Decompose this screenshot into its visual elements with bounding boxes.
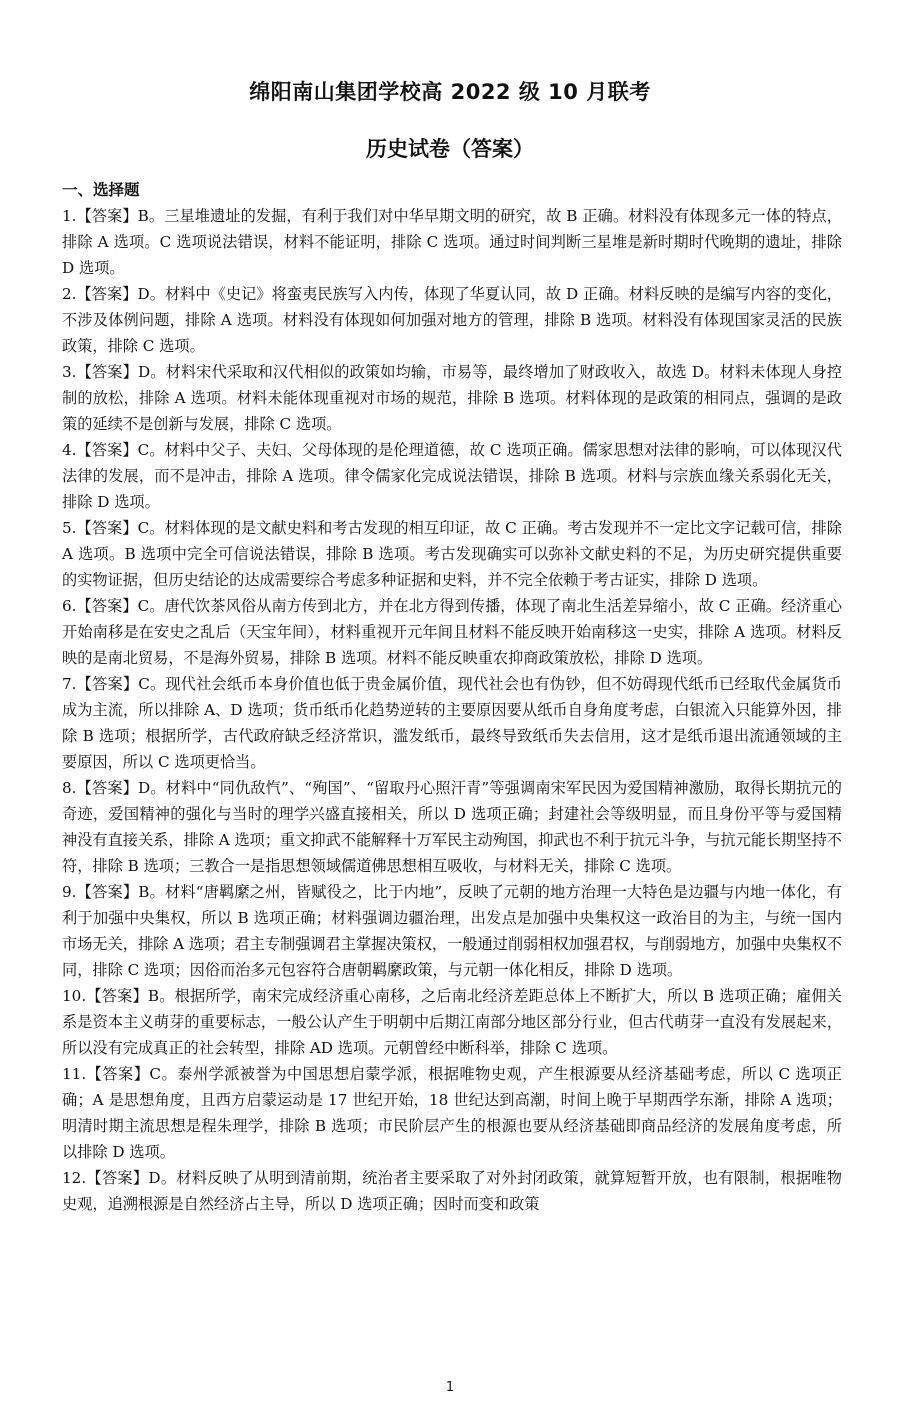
answer-item-1: 1.【答案】B。三星堆遗址的发掘，有利于我们对中华早期文明的研究，故 B 正确。材料没有体现多元一体的特点，排除 A 选项。C 选项说法错误，材料不能证明，排除 C 选项。通过时间判断三星堆是新时期时代晚期的遗址，排除 D 选项。 [62, 207, 842, 277]
answer-item-4: 4.【答案】C。材料中父子、夫妇、父母体现的是伦理道德，故 C 选项正确。儒家思想对法律的影响，可以体现汉代法律的发展，而不是冲击，排除 A 选项。律令儒家化完成说法错误，排除 B 选项。材料与宗族血缘关系弱化无关，排除 D 选项。 [62, 441, 842, 511]
answer-item-9: 9.【答案】B。材料“唐羁縻之州，皆赋役之，比于内地”，反映了元朝的地方治理一大特色是边疆与内地一体化，有利于加强中央集权，所以 B 选项正确；材料强调边疆治理，出发点是加强中央集权这一政治目的为主，与统一国内市场无关，排除 A 选项；君主专制强调君主掌握决策权，一般通过削弱相权加强君权，与削弱地方，加强中央集权不同，排除 C 选项；因俗而治多元包容符合唐朝羁縻政策，与元朝一体化相反，排除 D 选项。 [62, 883, 842, 979]
exam-title: 绵阳南山集团学校高 2022 级 10 月联考 [249, 80, 651, 104]
answer-item-10: 10.【答案】B。根据所学，南宋完成经济重心南移，之后南北经济差距总体上不断扩大，所以 B 选项正确；雇佣关系是资本主义萌芽的重要标志，一般公认产生于明朝中后期江南部分地区部分行业，但古代萌芽一直没有发展起来，所以没有完成真正的社会转型，排除 AD 选项。元朝曾经中断科举，排除 C 选项。 [62, 987, 842, 1057]
answer-item-5: 5.【答案】C。材料体现的是文献史料和考古发现的相互印证，故 C 正确。考古发现并不一定比文字记载可信，排除 A 选项。B 选项中完全可信说法错误，排除 B 选项。考古发现确实可以弥补文献史料的不足，为历史研究提供重要的实物证据，但历史结论的达成需要综合考虑多种证据和史料，并不完全依赖于考古证实，排除 D 选项。 [62, 519, 842, 589]
section-heading: 一、选择题 [62, 181, 140, 199]
exam-subtitle: 历史试卷（答案） [366, 137, 534, 161]
answer-item-2: 2.【答案】D。材料中《史记》将蛮夷民族写入内传，体现了华夏认同，故 D 正确。材料反映的是编写内容的变化，不涉及体例问题，排除 A 选项。材料没有体现如何加强对地方的管理，排除 B 选项。材料没有体现国家灵活的民族政策，排除 C 选项。 [62, 285, 842, 355]
answer-item-11: 11.【答案】C。泰州学派被誉为中国思想启蒙学派，根据唯物史观，产生根源要从经济基础考虑，所以 C 选项正确；A 是思想角度，且西方启蒙运动是 17 世纪开始，18 世纪达到高潮，时间上晚于早期西学东渐，排除 A 选项；明清时期主流思想是程朱理学，排除 B 选项；市民阶层产生的根源也要从经济基础即商品经济的发展角度考虑，所以排除 D 选项。 [62, 1065, 842, 1161]
answer-item-12: 12.【答案】D。材料反映了从明到清前期，统治者主要采取了对外封闭政策，就算短暂开放，也有限制，根据唯物史观，追溯根源是自然经济占主导，所以 D 选项正确；因时而变和政策 [62, 1169, 842, 1213]
answer-item-3: 3.【答案】D。材料宋代采取和汉代相似的政策如均输，市易等，最终增加了财政收入，故选 D。材料未体现人身控制的放松，排除 A 选项。材料未能体现重视对市场的规范，排除 B 选项。材料体现的是政策的相同点，强调的是政策的延续不是创新与发展，排除 C 选项。 [62, 363, 842, 433]
answer-list [62, 203, 842, 1217]
page-number: 1 [445, 1380, 455, 1395]
answer-item-7: 7.【答案】C。现代社会纸币本身价值也低于贵金属价值，现代社会也有伪钞，但不妨碍现代纸币已经取代金属货币成为主流，所以排除 A、D 选项；货币纸币化趋势逆转的主要原因要从纸币自身角度考虑，白银流入只能算外因，排除 B 选项；根据所学，古代政府缺乏经济常识，滥发纸币，最终导致纸币失去信用，这才是纸币退出流通领域的主要原因，所以 C 选项更恰当。 [62, 675, 842, 771]
answer-item-8: 8.【答案】D。材料中“同仇敌忾”、“殉国”、“留取丹心照汗青”等强调南宋军民因为爱国精神激励，取得长期抗元的奇迹，爱国精神的强化与当时的理学兴盛直接相关，所以 D 选项正确；封建社会等级明显，而且身份平等与爱国精神没有直接关系，排除 A 选项；重文抑武不能解释十万军民主动殉国，抑武也不利于抗元斗争，与抗元能长期坚持不符，排除 B 选项；三教合一是指思想领域儒道佛思想相互吸收，与材料无关，排除 C 选项。 [62, 779, 842, 875]
answer-item-6: 6.【答案】C。唐代饮茶风俗从南方传到北方，并在北方得到传播，体现了南北生活差异缩小，故 C 正确。经济重心开始南移是在安史之乱后（天宝年间），材料重视开元年间且材料不能反映开始南移这一史实，排除 A 选项。材料反映的是南北贸易，不是海外贸易，排除 B 选项。材料不能反映重农抑商政策放松，排除 D 选项。 [62, 597, 842, 667]
